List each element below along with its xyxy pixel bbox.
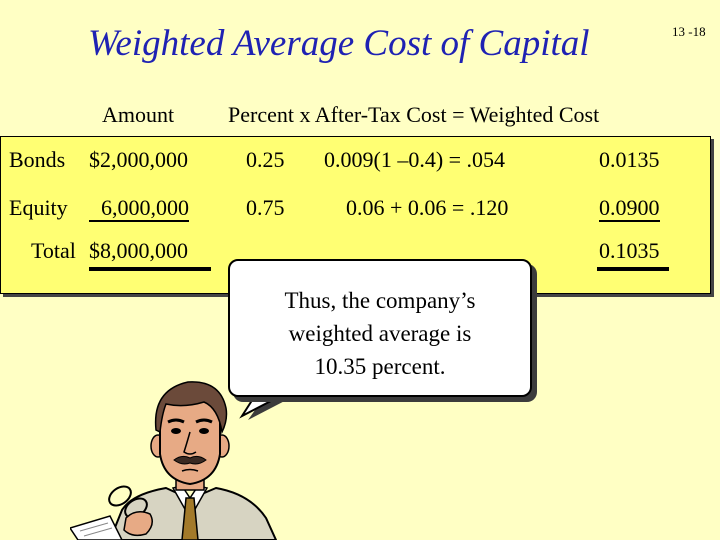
bonds-formula: 0.009(1 –0.4) = .054	[324, 147, 506, 172]
calculation-header: Percent x After-Tax Cost = Weighted Cost	[228, 102, 600, 127]
equity-formula: 0.06 + 0.06 = .120	[346, 195, 509, 220]
businessman-illustration	[70, 368, 300, 540]
bonds-weighted-cost: 0.0135	[599, 147, 660, 172]
total-amount: $8,000,000	[89, 238, 188, 263]
bubble-line: Thus, the company’s	[284, 288, 476, 313]
equity-weighted-cost: 0.0900	[599, 195, 660, 222]
bonds-amount: $2,000,000	[89, 147, 188, 172]
equity-label: Equity	[9, 195, 68, 220]
total-label: Total	[31, 238, 76, 263]
bonds-percent: 0.25	[246, 147, 285, 172]
total-weighted-cost: 0.1035	[599, 238, 660, 263]
equity-amount: 6,000,000	[89, 195, 189, 222]
equity-percent: 0.75	[246, 195, 285, 220]
bubble-line: weighted average is	[288, 321, 472, 346]
bubble-line: 10.35 percent.	[314, 354, 446, 379]
bonds-label: Bonds	[9, 147, 66, 172]
amount-header: Amount	[102, 102, 175, 127]
slide-number: 13 -18	[672, 24, 706, 39]
slide-title: Weighted Average Cost of Capital	[88, 23, 590, 64]
